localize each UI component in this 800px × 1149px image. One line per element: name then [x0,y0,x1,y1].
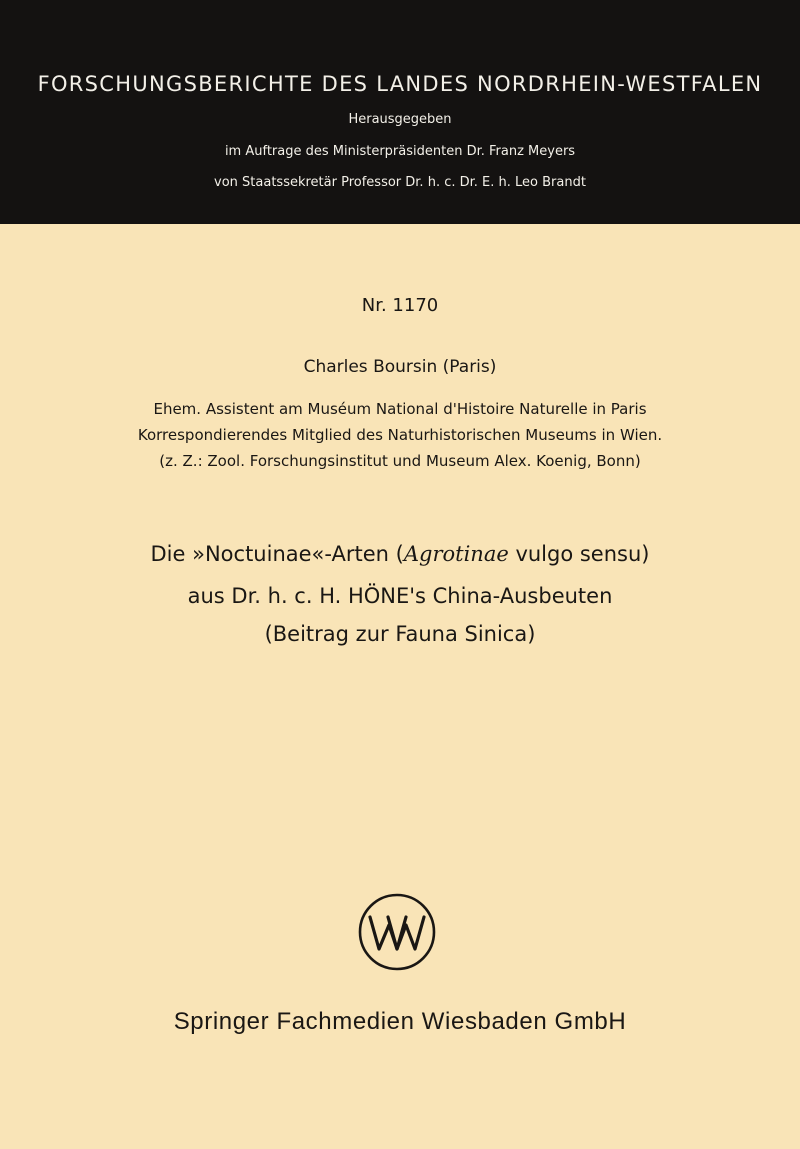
title-line-1-pre: Die »Noctuinae«-Arten ( [150,542,404,566]
publisher-name: Springer Fachmedien Wiesbaden GmbH [173,1008,627,1035]
editor-line-3: von Staatssekretär Professor Dr. h. c. Dr. E. h. Leo Brandt [214,175,586,190]
header-band [0,0,800,224]
publisher-ww-logo-icon [357,892,437,972]
title-line-1-post: vulgo sensu) [508,542,650,566]
series-title: FORSCHUNGSBERICHTE DES LANDES NORDRHEIN-WESTFALEN [37,72,763,96]
affiliation-line-2: Korrespondierendes Mitglied des Naturhistorischen Museums in Wien. [137,426,663,444]
editor-line-2: im Auftrage des Ministerpräsidenten Dr. Franz Meyers [224,144,576,159]
author: Charles Boursin (Paris) [303,357,497,377]
title-line-3: (Beitrag zur Fauna Sinica) [264,622,536,646]
affiliation-line-3: (z. Z.: Zool. Forschungsinstitut und Museum Alex. Koenig, Bonn) [159,452,641,470]
affiliation-line-1: Ehem. Assistent am Muséum National d'Histoire Naturelle in Paris [153,400,647,418]
title-line-2: aus Dr. h. c. H. HÖNE's China-Ausbeuten [187,584,613,608]
report-number: Nr. 1170 [361,295,439,316]
title-line-1-italic: Agrotinae [403,542,509,566]
title-line-1 [0,542,800,566]
editor-line-1: Herausgegeben [348,112,452,127]
